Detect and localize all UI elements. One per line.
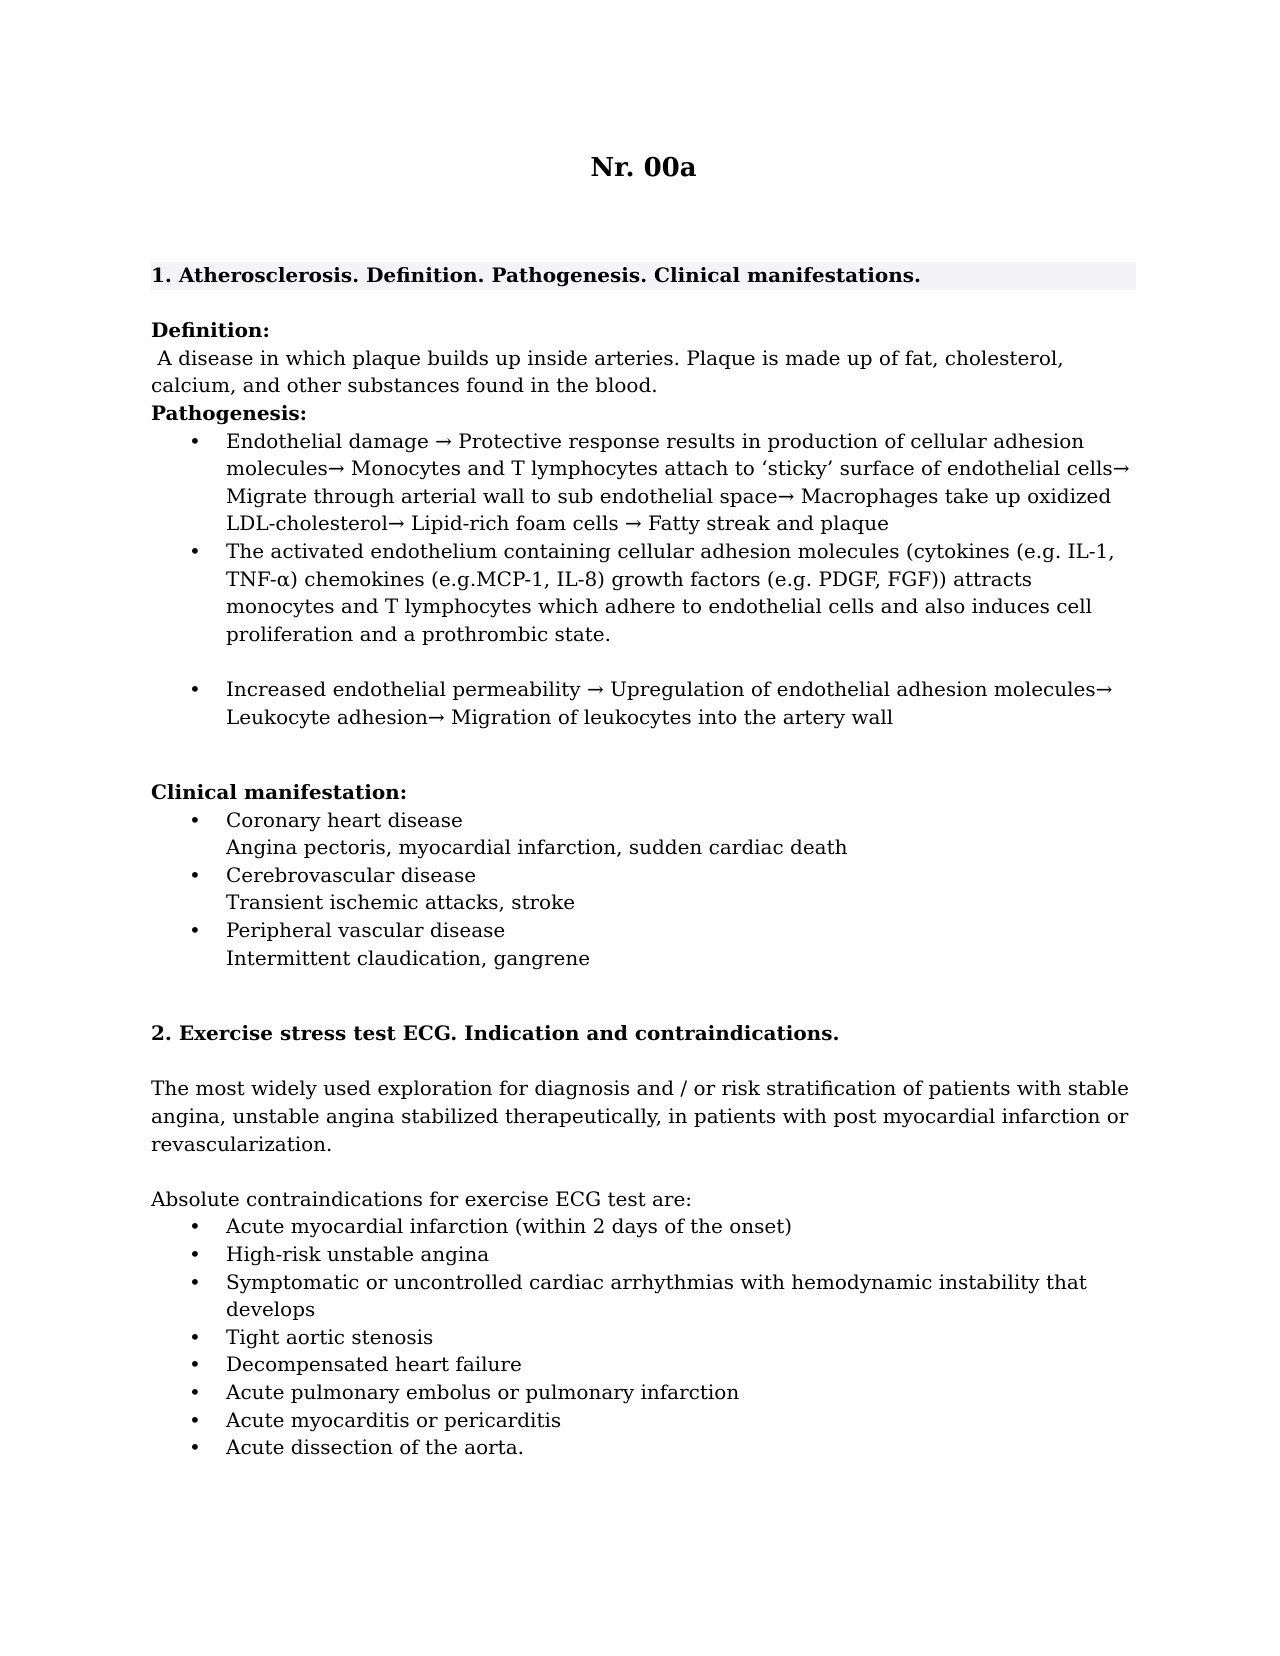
document-body bbox=[151, 262, 1136, 1462]
bullet-icon: • bbox=[189, 918, 201, 943]
list-item bbox=[151, 807, 1136, 862]
bullet-icon: • bbox=[189, 538, 201, 563]
list-item bbox=[151, 1269, 1136, 1324]
document-title: Nr. 00a bbox=[590, 153, 697, 183]
list-spacer bbox=[151, 648, 1136, 676]
contraindication-text: Acute pulmonary embolus or pulmonary infarction bbox=[226, 1379, 740, 1404]
bullet-icon: • bbox=[189, 1242, 201, 1266]
clinical-item-detail: Intermittent claudication, gangrene bbox=[226, 945, 591, 970]
list-item bbox=[151, 676, 1136, 731]
list-item bbox=[151, 1324, 1136, 1352]
pathogenesis-item-text: Endothelial damage → Protective response results in production of cellular adhesion molecules→ Monocytes and T lymphocytes attach to ‘sticky’ surface of endothelial cells→ Migrate through arterial wall to sub endothelial space→ Macrophages take up oxidized LDL-cholesterol→ Lipid-rich foam cells → Fatty streak and plaque bbox=[226, 428, 1130, 536]
list-item bbox=[151, 1351, 1136, 1379]
list-item bbox=[151, 917, 1136, 972]
contraindication-text: High-risk unstable angina bbox=[226, 1242, 490, 1266]
list-item bbox=[151, 1434, 1136, 1462]
bullet-icon: • bbox=[189, 1379, 201, 1404]
list-item bbox=[151, 1213, 1136, 1241]
bullet-icon: • bbox=[189, 428, 201, 453]
list-item bbox=[151, 1407, 1136, 1435]
definition-label: Definition: bbox=[151, 318, 270, 343]
pathogenesis-label: Pathogenesis: bbox=[151, 400, 308, 425]
contraindication-text: Tight aortic stenosis bbox=[226, 1324, 434, 1349]
bullet-icon: • bbox=[189, 1352, 201, 1377]
clinical-label: Clinical manifestation: bbox=[151, 780, 408, 805]
contraindications-label: Absolute contraindications for exercise ECG test are: bbox=[151, 1186, 693, 1211]
clinical-item-name: Coronary heart disease bbox=[226, 807, 463, 832]
list-item bbox=[151, 862, 1136, 917]
list-item bbox=[151, 538, 1136, 648]
section2-heading: 2. Exercise stress test ECG. Indication and contraindications. bbox=[151, 1021, 840, 1046]
pathogenesis-item-text: Increased endothelial permeability → Upregulation of endothelial adhesion molecules→ Leukocyte adhesion→ Migration of leukocytes into the artery wall bbox=[226, 676, 1113, 729]
pathogenesis-list bbox=[151, 428, 1136, 732]
list-item bbox=[151, 1241, 1136, 1269]
bullet-icon: • bbox=[189, 1435, 201, 1460]
bullet-icon: • bbox=[189, 1214, 201, 1239]
clinical-item-name: Cerebrovascular disease bbox=[226, 862, 477, 887]
bullet-icon: • bbox=[189, 676, 201, 701]
contraindication-text: Acute myocarditis or pericarditis bbox=[226, 1407, 562, 1432]
clinical-item-detail: Transient ischemic attacks, stroke bbox=[226, 890, 576, 915]
section2-intro: The most widely used exploration for diagnosis and / or risk stratification of patients with stable angina, unstable angina stabilized therapeutically, in patients with post myocardial infarction or revascularization. bbox=[151, 1076, 1129, 1156]
pathogenesis-item-text: The activated endothelium containing cellular adhesion molecules (cytokines (e.g. IL-1, TNF-α) chemokines (e.g.MCP-1, IL-8) growth factors (e.g. PDGF, FGF)) attracts monocytes and T lymphocytes which adhere to endothelial cells and also induces cell proliferation and a prothrombic state. bbox=[226, 538, 1115, 646]
definition-text: A disease in which plaque builds up inside arteries. Plaque is made up of fat, cholesterol, calcium, and other substances found in the blood. bbox=[151, 345, 1070, 398]
list-item bbox=[151, 428, 1136, 538]
contraindication-text: Acute myocardial infarction (within 2 days of the onset) bbox=[226, 1214, 793, 1239]
contraindication-text: Symptomatic or uncontrolled cardiac arrhythmias with hemodynamic instability that develops bbox=[226, 1269, 1087, 1322]
contraindication-text: Acute dissection of the aorta. bbox=[226, 1435, 524, 1460]
bullet-icon: • bbox=[189, 862, 201, 887]
contraindication-text: Decompensated heart failure bbox=[226, 1352, 522, 1377]
bullet-icon: • bbox=[189, 807, 201, 832]
clinical-list bbox=[151, 807, 1136, 973]
list-item bbox=[151, 1379, 1136, 1407]
bullet-icon: • bbox=[189, 1324, 201, 1349]
section1-heading: 1. Atherosclerosis. Definition. Pathogenesis. Clinical manifestations. bbox=[151, 262, 1136, 290]
bullet-icon: • bbox=[189, 1269, 201, 1294]
bullet-icon: • bbox=[189, 1407, 201, 1432]
clinical-item-detail: Angina pectoris, myocardial infarction, sudden cardiac death bbox=[226, 835, 848, 860]
clinical-item-name: Peripheral vascular disease bbox=[226, 918, 506, 943]
contraindications-list bbox=[151, 1213, 1136, 1461]
